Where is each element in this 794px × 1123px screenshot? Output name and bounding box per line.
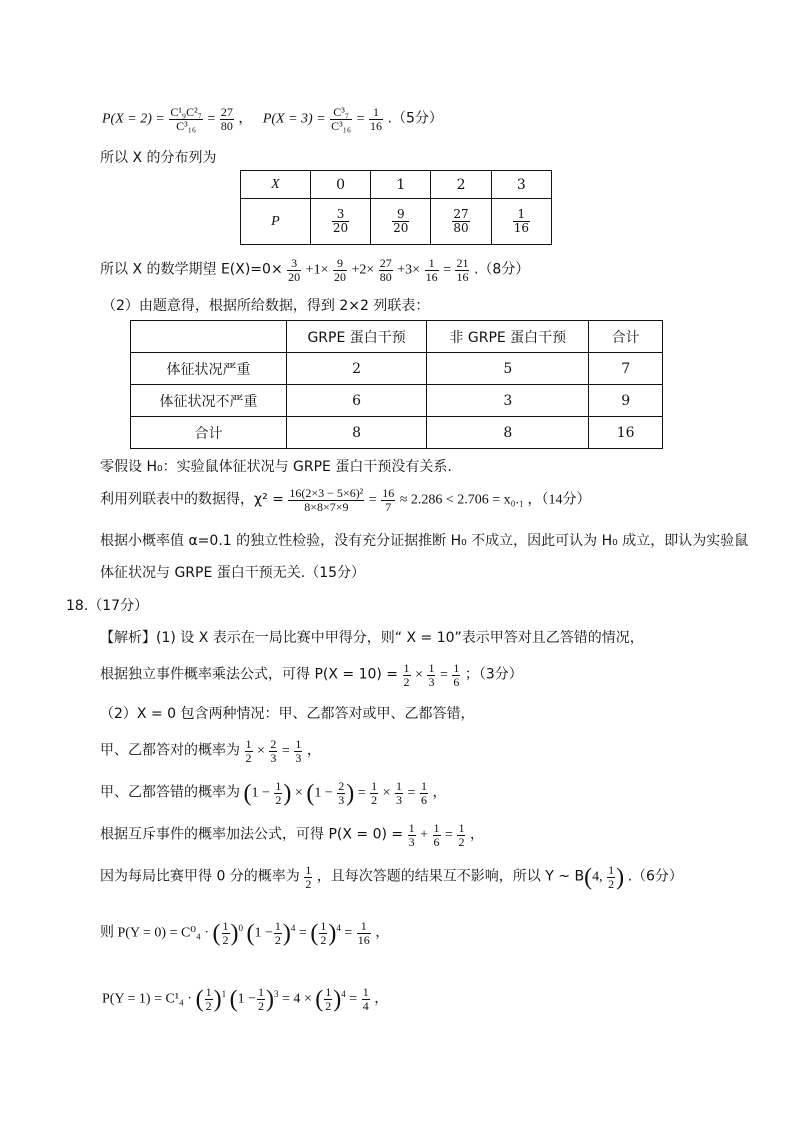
table-header bbox=[131, 321, 287, 353]
line-prefix: 甲、乙都答对的概率为 bbox=[100, 742, 240, 759]
operator: = bbox=[439, 667, 448, 683]
punctuation: ， bbox=[374, 991, 389, 1007]
frac-den: 2 bbox=[257, 998, 264, 1013]
table-cell: 体征状况不严重 bbox=[131, 385, 287, 417]
frac-num: 21 bbox=[456, 256, 469, 270]
prob-x2-fraction bbox=[169, 106, 203, 133]
frac-c bbox=[370, 780, 378, 807]
table-cell: 9 bbox=[589, 385, 663, 417]
paren-close: ) bbox=[282, 920, 291, 947]
eq-sign: = bbox=[356, 111, 365, 127]
table-row bbox=[131, 353, 663, 385]
paren-close: ) bbox=[213, 986, 222, 1013]
frac-num: 9 bbox=[392, 208, 409, 222]
operator: +1× bbox=[305, 262, 329, 278]
frac-den: 20 bbox=[332, 221, 349, 235]
line-prefix: 甲、乙都答错的概率为 bbox=[100, 784, 240, 801]
frac-c bbox=[324, 986, 332, 1013]
frac-den: 2 bbox=[305, 877, 312, 891]
operator: = bbox=[298, 925, 307, 941]
frac-num: 9 bbox=[333, 257, 347, 271]
frac-den: 8×8×7×9 bbox=[304, 500, 349, 514]
separator: ， bbox=[238, 111, 253, 127]
score-note: .（6分） bbox=[627, 868, 683, 885]
frac-num: 1 bbox=[608, 863, 615, 877]
prob-x2-x3-line bbox=[102, 106, 443, 133]
frac-num: 1 bbox=[408, 821, 415, 835]
table-cell: 7 bbox=[589, 353, 663, 385]
frac-result bbox=[357, 920, 371, 947]
prob-x10-line bbox=[100, 662, 523, 689]
frac-b bbox=[433, 822, 441, 849]
paren-open: ( bbox=[306, 780, 315, 807]
table-cell: 16 bbox=[589, 417, 663, 449]
table-row bbox=[241, 199, 552, 245]
frac-b bbox=[333, 257, 347, 284]
paren-open: ( bbox=[243, 780, 252, 807]
frac-den: 3 bbox=[428, 675, 435, 689]
frac-den: 3 bbox=[295, 751, 302, 765]
frac-num: 1 bbox=[453, 661, 460, 675]
paren-close: ) bbox=[328, 920, 337, 947]
punctuation: ， bbox=[469, 827, 484, 843]
frac-num: 1 bbox=[305, 863, 312, 877]
table-cell bbox=[431, 199, 491, 245]
frac-result bbox=[457, 822, 465, 849]
score-note: .（8分） bbox=[473, 261, 530, 278]
eq-sign: = bbox=[368, 492, 377, 508]
frac-num: 1 bbox=[320, 918, 327, 933]
binomial-line bbox=[100, 864, 683, 891]
table-cell: 3 bbox=[427, 385, 589, 417]
line-prefix: 则 P(Y = 0) = C⁰₄ · bbox=[100, 925, 209, 941]
prob-x3-fraction bbox=[330, 106, 352, 133]
expectation-line bbox=[100, 257, 529, 284]
frac-den: 80 bbox=[220, 119, 233, 133]
frac-num: 27 bbox=[379, 256, 392, 270]
exponent: 1 bbox=[221, 989, 227, 999]
table-header: 合计 bbox=[589, 321, 663, 353]
frac-num: 3 bbox=[287, 257, 301, 271]
frac-num: 1 bbox=[257, 984, 264, 999]
operator: × bbox=[382, 785, 391, 801]
one-minus: 1 − bbox=[314, 785, 333, 801]
frac-num: 1 bbox=[425, 257, 439, 271]
frac-num: 1 bbox=[357, 920, 371, 934]
frac-num: 1 bbox=[274, 918, 281, 933]
operator: × bbox=[257, 743, 265, 759]
punctuation: ， bbox=[375, 925, 390, 941]
paren-open: ( bbox=[195, 986, 204, 1013]
table-cell: 1 bbox=[371, 171, 431, 199]
paren-open: ( bbox=[246, 920, 255, 947]
frac-den: 7 bbox=[385, 500, 392, 514]
operator: +2× bbox=[351, 262, 375, 278]
paren-open: ( bbox=[310, 920, 319, 947]
frac-b bbox=[257, 986, 265, 1013]
prob-y1-line bbox=[102, 984, 388, 1013]
frac-den: 16 bbox=[425, 270, 438, 284]
frac-a bbox=[408, 822, 416, 849]
exponent: 3 bbox=[273, 989, 279, 999]
operator: = bbox=[407, 785, 416, 801]
operator: +3× bbox=[397, 262, 421, 278]
prob-x3-label: P(X = 3) = bbox=[262, 111, 326, 127]
frac-num: 1 bbox=[205, 984, 212, 999]
table-cell: 8 bbox=[427, 417, 589, 449]
frac-num: C³₇ bbox=[330, 106, 352, 120]
frac-num: 1 bbox=[403, 661, 410, 675]
punctuation: ， bbox=[306, 743, 321, 759]
paren-close: ) bbox=[616, 864, 625, 891]
frac-num: 1 bbox=[275, 779, 282, 793]
prob-x3-value bbox=[369, 106, 383, 133]
frac-den: C³₁₆ bbox=[176, 119, 197, 133]
frac-den: 2 bbox=[205, 998, 212, 1013]
operator: = bbox=[344, 925, 353, 941]
chi-square-line bbox=[100, 487, 590, 514]
line-prefix: 根据独立事件概率乘法公式，可得 P(X = 10) = bbox=[100, 666, 399, 683]
frac-num: 1 bbox=[433, 821, 440, 835]
frac-num: 2 bbox=[338, 779, 345, 793]
both-wrong-line bbox=[100, 780, 446, 807]
frac-a bbox=[403, 662, 411, 689]
frac-result bbox=[362, 986, 370, 1013]
prob-y0-line bbox=[100, 918, 389, 947]
frac-num: 1 bbox=[222, 918, 229, 933]
exponent: 0 bbox=[238, 923, 243, 933]
contingency-table bbox=[130, 320, 663, 449]
conclusion-line-1: 根据小概率值 α=0.1 的独立性检验，没有充分证据推断 H₀ 不成立，因此可认为 H₀ 成立，即认为实验鼠 bbox=[100, 533, 749, 549]
frac-den: 3 bbox=[408, 835, 415, 849]
table-cell: 6 bbox=[286, 385, 426, 417]
operator: × bbox=[415, 667, 423, 683]
paren-open: ( bbox=[212, 920, 221, 947]
operator: = bbox=[281, 743, 290, 759]
frac-den: 80 bbox=[379, 270, 392, 284]
frac-num: 16(2×3 − 5×6)² bbox=[289, 486, 364, 500]
expectation-prefix: 所以 X 的数学期望 E(X)=0× bbox=[100, 261, 283, 278]
table-cell: 2 bbox=[286, 353, 426, 385]
exponent: 4 bbox=[336, 923, 341, 933]
dist-intro: 所以 X 的分布列为 bbox=[100, 150, 217, 166]
frac-num: 16 bbox=[382, 486, 395, 500]
frac-b bbox=[274, 920, 282, 947]
conclusion-line-2: 体征状况与 GRPE 蛋白干预无关.（15分） bbox=[100, 565, 366, 581]
frac-a bbox=[274, 780, 282, 807]
distribution-table bbox=[240, 170, 552, 245]
frac-result bbox=[455, 257, 469, 284]
paren-close: ) bbox=[333, 986, 342, 1013]
frac-num: 27 bbox=[453, 207, 469, 221]
frac-num: 1 bbox=[420, 779, 427, 793]
frac-a bbox=[205, 986, 213, 1013]
chi-value bbox=[381, 487, 395, 514]
one-minus: 1 − bbox=[237, 991, 256, 1007]
prob-x2-value bbox=[220, 106, 234, 133]
frac-num: 27 bbox=[220, 105, 233, 119]
table-cell: 0 bbox=[310, 171, 370, 199]
operator: = bbox=[357, 785, 366, 801]
chi-prefix: 利用列联表中的数据得，χ² = bbox=[100, 491, 284, 508]
frac-b bbox=[337, 780, 345, 807]
frac-num: 1 bbox=[396, 779, 403, 793]
table-header: 非 GRPE 蛋白干预 bbox=[427, 321, 589, 353]
frac-num: 1 bbox=[458, 821, 465, 835]
score-note: .（5分） bbox=[387, 110, 443, 127]
line-prefix: 根据互斥事件的概率加法公式，可得 P(X = 0) = bbox=[100, 826, 404, 843]
frac-den: 16 bbox=[357, 932, 370, 947]
table-cell: 5 bbox=[427, 353, 589, 385]
exponent: 4 bbox=[290, 923, 296, 933]
frac-den: 2 bbox=[222, 932, 229, 947]
frac-den: 2 bbox=[275, 793, 282, 807]
frac-num: 1 bbox=[325, 984, 332, 999]
table-cell bbox=[310, 199, 370, 245]
chi-comparison: ≈ 2.286 < 2.706 = x₀.₁ ，（14分） bbox=[399, 492, 591, 508]
table-cell: 8 bbox=[286, 417, 426, 449]
frac-num: 1 bbox=[362, 984, 369, 999]
operator: × bbox=[294, 785, 303, 801]
frac-den: 2 bbox=[608, 877, 615, 891]
line-prefix: 因为每局比赛甲得 0 分的概率为 bbox=[100, 868, 300, 885]
frac-num: 2 bbox=[270, 737, 277, 751]
solution-part1: 【解析】(1) 设 X 表示在一局比赛中甲得分，则“ X = 10”表示甲答对且乙答错的情况， bbox=[100, 630, 644, 646]
table-cell bbox=[371, 199, 431, 245]
prob-fraction bbox=[452, 208, 469, 235]
prob-x0-line bbox=[100, 822, 484, 849]
frac-result bbox=[452, 662, 460, 689]
frac-den: C³₁₆ bbox=[331, 119, 352, 133]
part2-cases: （2）X = 0 包含两种情况：甲、乙都答对或甲、乙都答错， bbox=[100, 706, 475, 722]
paren-open: ( bbox=[584, 864, 593, 891]
frac-den: 16 bbox=[513, 221, 529, 235]
one-minus: 1 − bbox=[254, 925, 273, 941]
table-row bbox=[131, 417, 663, 449]
table-cell: P bbox=[241, 199, 311, 245]
table-cell: 合计 bbox=[131, 417, 287, 449]
exponent: 4 bbox=[341, 989, 346, 999]
both-correct-line bbox=[100, 738, 321, 765]
frac-result bbox=[294, 738, 302, 765]
score-note: ；（3分） bbox=[464, 666, 523, 683]
frac-a bbox=[304, 864, 312, 891]
part2-intro: （2）由题意得，根据所给数据，得到 2×2 列联表： bbox=[102, 298, 430, 314]
binomial-n: 4, bbox=[592, 869, 603, 885]
prob-fraction bbox=[513, 208, 530, 235]
frac-a bbox=[245, 738, 253, 765]
frac-den: 4 bbox=[362, 998, 369, 1013]
paren-open: ( bbox=[229, 986, 238, 1013]
frac-den: 20 bbox=[393, 221, 409, 235]
paren-open: ( bbox=[315, 986, 324, 1013]
frac-den: 20 bbox=[333, 270, 346, 284]
frac-num: 3 bbox=[332, 208, 349, 222]
frac-a bbox=[287, 257, 301, 284]
table-row bbox=[131, 321, 663, 353]
frac-c bbox=[319, 920, 327, 947]
table-cell bbox=[491, 199, 551, 245]
frac-den: 2 bbox=[458, 835, 465, 849]
operator: = bbox=[443, 262, 451, 278]
line-middle: ，且每次答题的结果互不影响，所以 Y ~ B bbox=[316, 868, 585, 885]
operator: = bbox=[445, 827, 453, 843]
frac-den: 80 bbox=[453, 221, 469, 235]
frac-a bbox=[222, 920, 230, 947]
frac-result bbox=[420, 780, 428, 807]
frac-den: 6 bbox=[420, 793, 427, 807]
operator: = bbox=[349, 991, 358, 1007]
frac-b bbox=[607, 864, 615, 891]
frac-num: 1 bbox=[513, 208, 530, 222]
operator: + bbox=[420, 827, 429, 843]
frac-den: 20 bbox=[288, 270, 301, 284]
frac-den: 2 bbox=[371, 793, 378, 807]
frac-d bbox=[395, 780, 403, 807]
operator: = 4 × bbox=[281, 991, 312, 1007]
frac-c bbox=[379, 257, 393, 284]
table-row bbox=[131, 385, 663, 417]
frac-num: 1 bbox=[428, 661, 435, 675]
problem-number: 18.（17分） bbox=[66, 598, 149, 614]
frac-den: 6 bbox=[433, 835, 440, 849]
frac-num: 1 bbox=[295, 737, 302, 751]
punctuation: ， bbox=[432, 785, 447, 801]
frac-b bbox=[427, 662, 435, 689]
prob-fraction bbox=[332, 208, 349, 235]
line-prefix: P(Y = 1) = C¹₄ · bbox=[102, 991, 193, 1007]
frac-d bbox=[425, 257, 439, 284]
table-cell: X bbox=[241, 171, 311, 199]
prob-x2-label: P(X = 2) = bbox=[102, 111, 165, 127]
frac-den: 16 bbox=[370, 119, 383, 133]
table-header: GRPE 蛋白干预 bbox=[286, 321, 426, 353]
frac-den: 3 bbox=[338, 793, 345, 807]
frac-den: 16 bbox=[456, 270, 469, 284]
frac-b bbox=[269, 738, 277, 765]
table-cell: 3 bbox=[491, 171, 551, 199]
frac-den: 3 bbox=[396, 793, 403, 807]
frac-num: 1 bbox=[245, 737, 252, 751]
frac-num: 1 bbox=[371, 779, 378, 793]
frac-den: 3 bbox=[270, 751, 277, 765]
eq-sign: = bbox=[207, 111, 216, 127]
paren-close: ) bbox=[283, 780, 292, 807]
frac-num: 1 bbox=[369, 106, 383, 120]
frac-den: 2 bbox=[274, 932, 281, 947]
frac-den: 2 bbox=[245, 751, 252, 765]
table-cell: 2 bbox=[431, 171, 491, 199]
frac-num: C¹₉C²₇ bbox=[170, 105, 202, 119]
frac-den: 2 bbox=[320, 932, 327, 947]
chi-fraction bbox=[288, 487, 364, 514]
prob-fraction bbox=[392, 208, 409, 235]
table-cell: 体征状况严重 bbox=[131, 353, 287, 385]
one-minus: 1 − bbox=[251, 785, 270, 801]
frac-den: 6 bbox=[453, 675, 460, 689]
frac-den: 2 bbox=[325, 998, 332, 1013]
paren-close: ) bbox=[265, 986, 274, 1013]
table-row bbox=[241, 171, 552, 199]
frac-den: 2 bbox=[403, 675, 410, 689]
paren-close: ) bbox=[230, 920, 239, 947]
paren-close: ) bbox=[346, 780, 355, 807]
null-hypothesis: 零假设 H₀：实验鼠体征状况与 GRPE 蛋白干预没有关系. bbox=[100, 459, 452, 475]
